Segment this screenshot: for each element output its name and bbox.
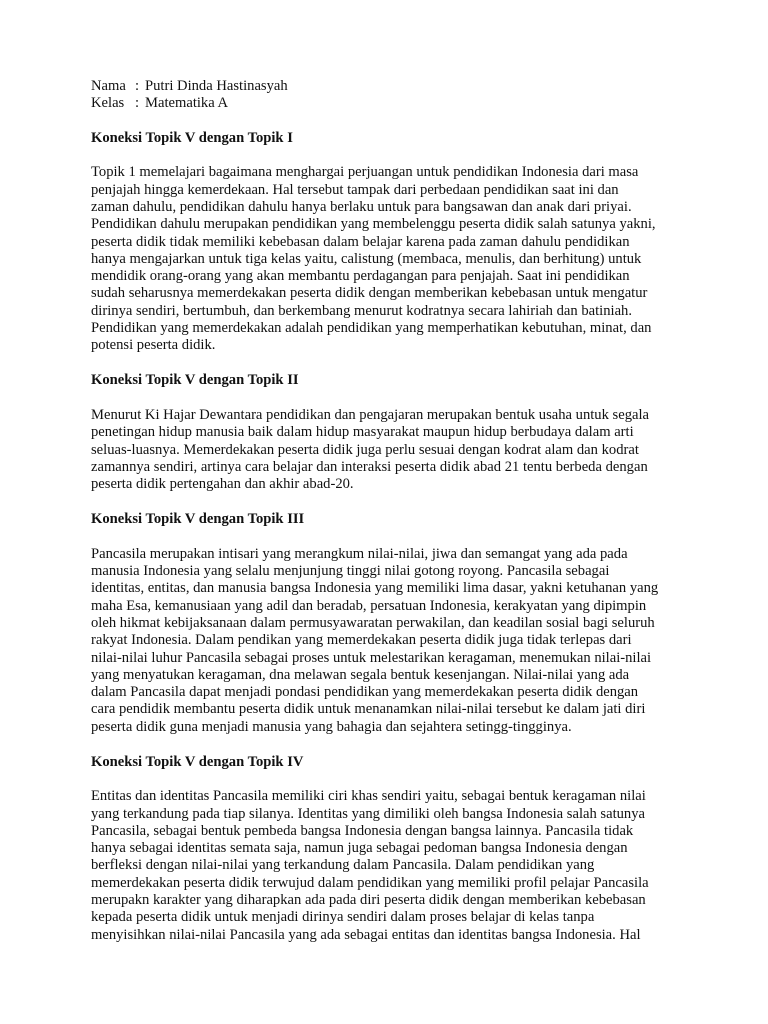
paragraph-line: penetingan hidup manusia baik dalam hidup masyarakat maupun hidup berbudaya dalam arti	[91, 424, 634, 441]
paragraph-line: merupakn karakter yang diharapkan ada pada diri peserta didik dengan memberikan kebebasan	[91, 892, 646, 909]
section-heading: Koneksi Topik V dengan Topik III	[91, 510, 305, 527]
paragraph-line: sudah seharusnya memerdekakan peserta didik dengan memberikan kebebasan untuk mengatur	[91, 285, 648, 302]
student-info	[91, 78, 681, 113]
name-label: Nama	[91, 78, 126, 94]
class-label: Kelas	[91, 95, 125, 112]
paragraph-line: manusia Indonesia yang selalu menjunjung tinggi nilai gotong royong. Pancasila sebagai	[91, 563, 610, 580]
paragraph-line: hanya mengajarkan untuk tiga kelas yaitu, calistung (membaca, menulis, dan berhitung) untuk	[91, 250, 642, 267]
paragraph-line: Menurut Ki Hajar Dewantara pendidikan dan pengajaran merupakan bentuk usaha untuk segala	[91, 406, 650, 423]
paragraph-line: menyisihkan nilai-nilai Pancasila yang ada sebagai entitas dan identitas bangsa Indonesia. Hal	[91, 926, 641, 943]
paragraph-line: peserta didik guna menjadi manusia yang bahagia dan sejahtera setingg-tingginya.	[91, 718, 572, 735]
paragraph-line: seluas-luasnya. Memerdekakan peserta didik juga perlu sesuai dengan kodrat alam dan kodrat	[91, 441, 639, 458]
class-value: Matematika A	[145, 95, 229, 112]
paragraph-line: Pendidikan yang memerdekakan adalah pendidikan yang memperhatikan kebutuhan, minat, dan	[91, 320, 652, 337]
section-heading: Koneksi Topik V dengan Topik IV	[91, 753, 304, 770]
paragraph-line: identitas, entitas, dan manusia bangsa Indonesia yang memiliki lima dasar, yakni ketuhanan yang	[91, 580, 659, 597]
paragraph-line: peserta didik tidak memiliki kebebasan dalam belajar karena pada zaman dahulu pendidikan	[91, 233, 630, 250]
paragraph-line: yang terkandung pada tiap silanya. Identitas yang dimiliki oleh bangsa Indonesia salah satunya	[91, 805, 646, 822]
paragraph-line: kepada peserta didik untuk menjadi dirinya sendiri dalam proses belajar di kelas tanpa	[91, 909, 595, 926]
paragraph-line: hanya sebagai identitas semata saja, namun juga sebagai pedoman bangsa Indonesia dengan	[91, 840, 628, 857]
document-sections	[91, 130, 681, 944]
class-separator: :	[135, 95, 140, 112]
document-content	[91, 78, 681, 961]
paragraph-line: Pendidikan dahulu merupakan pendidikan yang membelenggu peserta didik salah satunya yakni,	[91, 216, 656, 233]
paragraph-line: zaman dahulu, pendidikan dahulu hanya berlaku untuk para bangsawan dan anak dari priyai.	[91, 198, 632, 215]
section-paragraph	[91, 407, 681, 493]
section-paragraph	[91, 546, 681, 736]
paragraph-line: mendidik orang-orang yang akan membantu perdagangan para penjajah. Saat ini pendidikan	[91, 268, 630, 285]
paragraph-line: berfleksi dengan nilai-nilai yang terkandung dalam Pancasila. Dalam pendidikan yang	[91, 857, 595, 874]
paragraph-line: Pancasila merupakan intisari yang merangkum nilai-nilai, jiwa dan semangat yang ada pada	[91, 545, 628, 562]
paragraph-line: oleh hikmat kebijaksanaan dalam permusyawaratan perwakilan, dan keadilan sosial bagi seluruh	[91, 614, 655, 631]
paragraph-line: peserta didik pertengahan dan akhir abad-20.	[91, 476, 354, 493]
section-heading: Koneksi Topik V dengan Topik I	[91, 129, 293, 146]
paragraph-line: nilai-nilai luhur Pancasila sebagai proses untuk melestarikan keragaman, menemukan nilai-nilai	[91, 649, 652, 666]
paragraph-line: zamannya sendiri, artinya cara belajar dan interaksi peserta didik abad 21 tentu berbeda dengan	[91, 458, 648, 475]
paragraph-line: dirinya sendiri, bertumbuh, dan berkembang menurut kodratnya secara lahiriah dan batiniah.	[91, 302, 633, 319]
name-separator: :	[135, 78, 140, 94]
section-paragraph	[91, 788, 681, 944]
paragraph-line: dalam Pancasila dapat menjadi pondasi pendidikan yang memerdekakan peserta didik dengan	[91, 684, 639, 701]
paragraph-line: penjajah hingga kemerdekaan. Hal tersebut tampak dari perbedaan pendidikan saat ini dan	[91, 181, 619, 198]
paragraph-line: cara pendidik membantu peserta didik untuk menanamkan nilai-nilai tersebut ke dalam jati diri	[91, 701, 646, 718]
name-value: Putri Dinda Hastinasyah	[145, 78, 288, 94]
paragraph-line: yang menyatukan keragaman, dna melawan segala bentuk kesenjangan. Nilai-nilai yang ada	[91, 666, 630, 683]
class-row	[91, 95, 681, 112]
paragraph-line: potensi peserta didik.	[91, 337, 216, 354]
paragraph-line: Pancasila, sebagai bentuk pembeda bangsa Indonesia dengan bangsa lainnya. Pancasila tidak	[91, 822, 634, 839]
section-paragraph	[91, 164, 681, 354]
paragraph-line: rakyat Indonesia. Dalam pendikan yang memerdekakan peserta didik juga tidak terlepas dari	[91, 632, 632, 649]
section-heading: Koneksi Topik V dengan Topik II	[91, 372, 299, 389]
paragraph-line: Topik 1 memelajari bagaimana menghargai perjuangan untuk pendidikan Indonesia dari masa	[91, 164, 639, 181]
paragraph-line: Entitas dan identitas Pancasila memiliki ciri khas sendiri yaitu, sebagai bentuk keragaman nilai	[91, 788, 646, 805]
paragraph-line: memerdekakan peserta didik terwujud dalam pendidikan yang memiliki profil pelajar Pancasila	[91, 874, 649, 891]
paragraph-line: maha Esa, kemanusiaan yang adil dan beradab, persatuan Indonesia, kerakyatan yang dipimpin	[91, 597, 647, 614]
name-row	[91, 78, 681, 95]
